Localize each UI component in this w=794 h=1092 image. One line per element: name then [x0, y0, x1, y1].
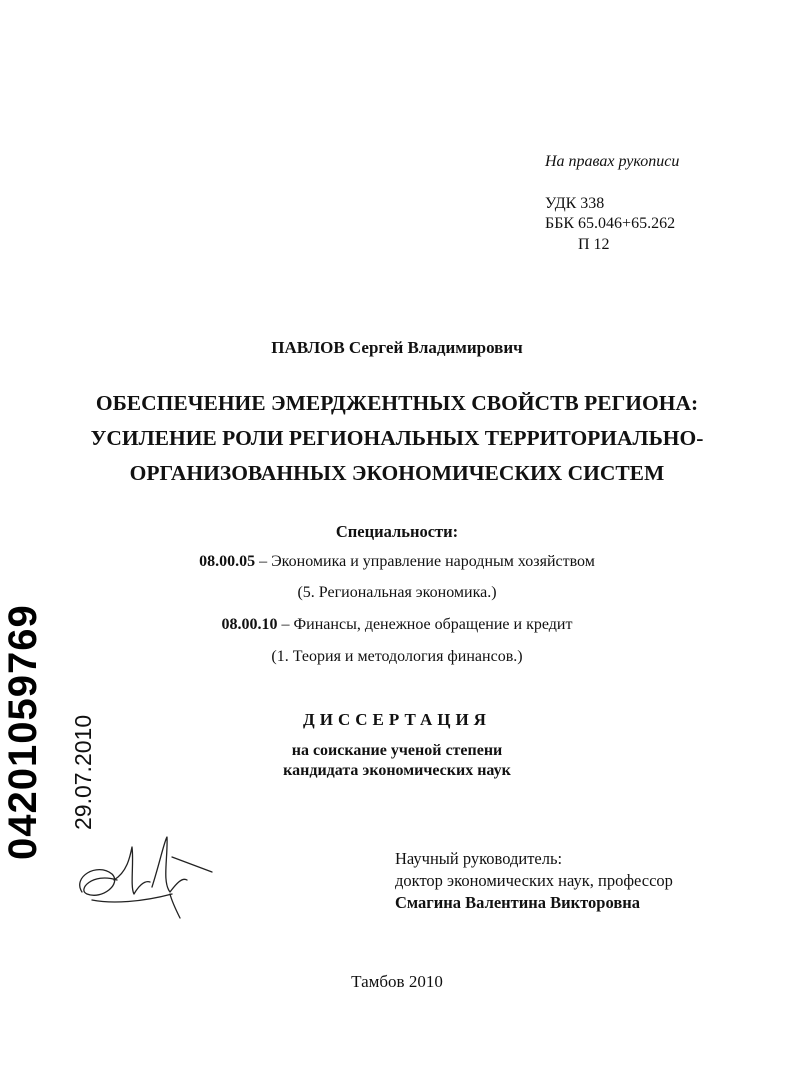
degree-line: на соискание ученой степени — [291, 742, 503, 759]
copyright-note: На правах рукописи — [545, 153, 680, 170]
degree-line: кандидата экономических наук — [283, 762, 511, 779]
specialty-line — [0, 553, 794, 571]
library-stamp-number: 04201059769 — [1, 604, 45, 860]
title-line: УСИЛЕНИЕ РОЛИ РЕГИОНАЛЬНЫХ ТЕРРИТОРИАЛЬНО- — [90, 426, 704, 450]
specialty-name: – Финансы, денежное обращение и кредит — [277, 616, 573, 633]
dissertation-title — [0, 386, 794, 491]
specialty-line — [0, 616, 794, 634]
specialty-subfield: (1. Теория и методология финансов.) — [271, 648, 523, 665]
degree-block — [0, 741, 794, 781]
specialty-subfield: (5. Региональная экономика.) — [297, 584, 497, 601]
title-line: ОРГАНИЗОВАННЫХ ЭКОНОМИЧЕСКИХ СИСТЕМ — [129, 461, 665, 485]
title-line: ОБЕСПЕЧЕНИЕ ЭМЕРДЖЕНТНЫХ СВОЙСТВ РЕГИОНА: — [95, 391, 699, 415]
document-type: ДИССЕРТАЦИЯ — [303, 710, 491, 729]
library-stamp-date: 29.07.2010 — [70, 714, 96, 830]
supervisor-credentials: доктор экономических наук, профессор — [395, 871, 673, 890]
specialties-heading: Специальности: — [335, 522, 459, 541]
supervisor-block — [395, 848, 673, 914]
udk-code: УДК 338 — [545, 195, 605, 212]
author-name: ПАВЛОВ Сергей Владимирович — [271, 338, 523, 357]
supervisor-name: Смагина Валентина Викторовна — [395, 893, 640, 912]
specialty-code: 08.00.05 — [199, 553, 256, 570]
author-index: П 12 — [578, 236, 610, 253]
signature-icon — [72, 832, 222, 922]
specialty-code: 08.00.10 — [221, 616, 278, 633]
specialty-name: – Экономика и управление народным хозяйством — [255, 553, 595, 570]
bbk-code: ББК 65.046+65.262 — [545, 215, 676, 232]
city-year: Тамбов 2010 — [351, 972, 443, 991]
supervisor-label: Научный руководитель: — [395, 849, 563, 868]
